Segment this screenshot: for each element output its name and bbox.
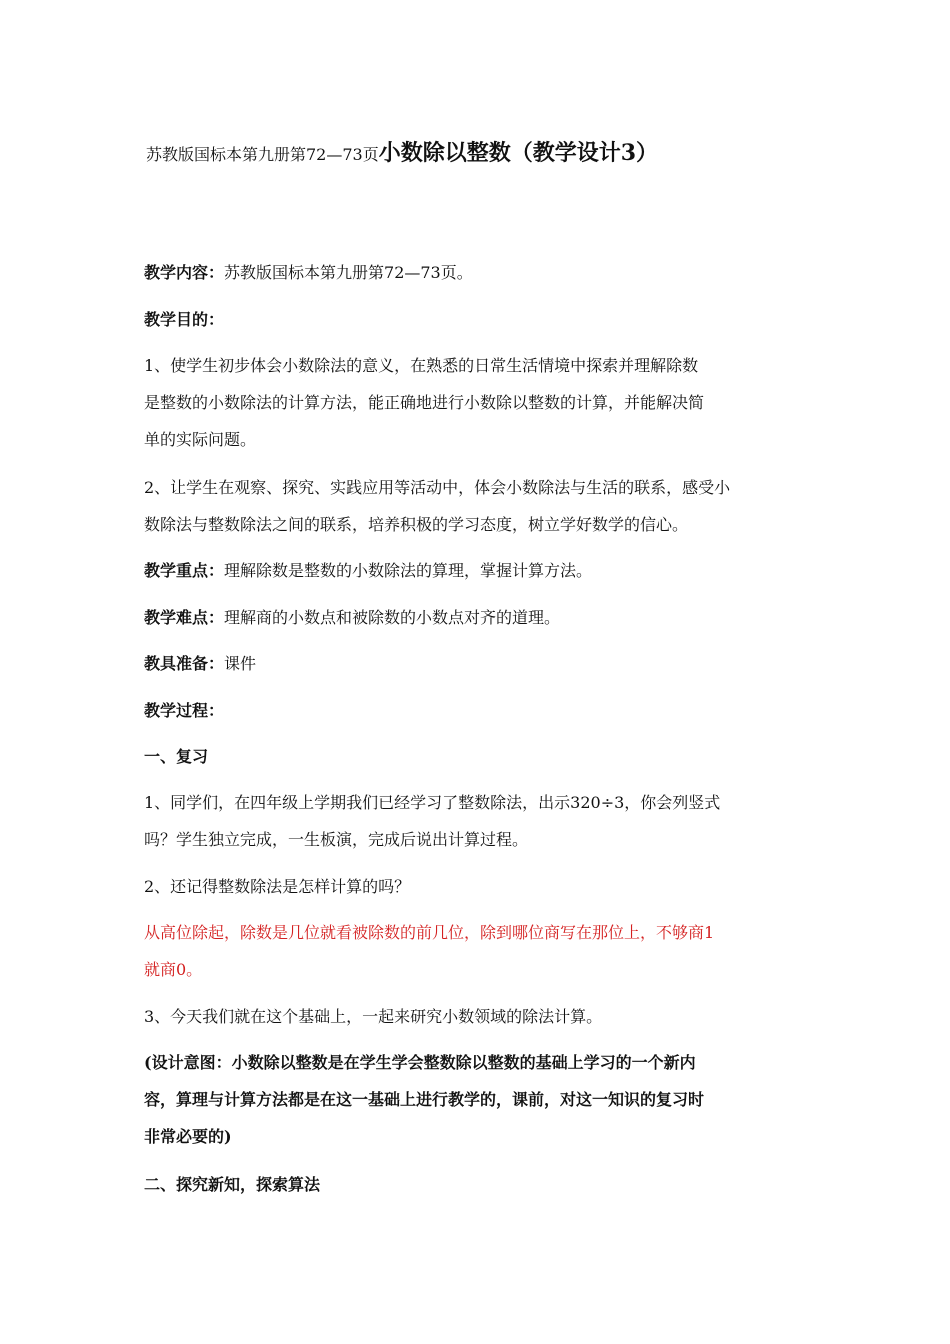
red-answer-line-2: 就商0。 bbox=[144, 960, 203, 979]
goals-heading: 教学目的： bbox=[144, 310, 225, 329]
goal-1-line-1: 1、使学生初步体会小数除法的意义，在熟悉的日常生活情境中探索并理解除数 bbox=[144, 356, 699, 375]
design-intent-line-3: 非常必要的) bbox=[144, 1127, 232, 1146]
goal-2-line-2: 数除法与整数除法之间的联系，培养积极的学习态度，树立学好数学的信心。 bbox=[144, 515, 689, 534]
review-1-line-1: 1、同学们，在四年级上学期我们已经学习了整数除法，出示320÷3，你会列竖式 bbox=[144, 793, 721, 812]
key-point-label: 教学重点： bbox=[144, 561, 225, 580]
teaching-content-text: 苏教版国标本第九册第72—73页。 bbox=[224, 263, 473, 282]
review-3: 3、今天我们就在这个基础上，一起来研究小数领域的除法计算。 bbox=[144, 1007, 603, 1026]
design-intent bbox=[144, 1044, 809, 1155]
key-point-text: 理解除数是整数的小数除法的算理，掌握计算方法。 bbox=[224, 561, 593, 580]
materials-label: 教具准备： bbox=[144, 654, 225, 673]
red-answer bbox=[144, 914, 809, 988]
goal-1-line-2: 是整数的小数除法的计算方法，能正确地进行小数除以整数的计算，并能解决简 bbox=[144, 393, 705, 412]
teaching-content bbox=[144, 254, 809, 291]
section-1-heading: 一、复习 bbox=[144, 747, 209, 766]
difficulty-label: 教学难点： bbox=[144, 608, 225, 627]
goal-2-line-1: 2、让学生在观察、探究、实践应用等活动中，体会小数除法与生活的联系，感受小 bbox=[144, 478, 731, 497]
process-heading: 教学过程： bbox=[144, 701, 225, 720]
design-intent-line-2: 容，算理与计算方法都是在这一基础上进行教学的，课前，对这一知识的复习时 bbox=[144, 1090, 705, 1109]
title-main: 小数除以整数（教学设计3） bbox=[378, 140, 659, 166]
key-point bbox=[144, 552, 809, 589]
design-intent-line-1: (设计意图：小数除以整数是在学生学会整数除以整数的基础上学习的一个新内 bbox=[144, 1053, 696, 1072]
goal-1 bbox=[144, 347, 809, 458]
difficulty bbox=[144, 599, 809, 636]
red-answer-line-1: 从高位除起，除数是几位就看被除数的前几位，除到哪位商写在那位上，不够商1 bbox=[144, 923, 715, 942]
materials bbox=[144, 645, 809, 682]
goal-2 bbox=[144, 469, 809, 543]
goal-1-line-3: 单的实际问题。 bbox=[144, 430, 257, 449]
review-1 bbox=[144, 784, 809, 858]
document-title bbox=[146, 136, 846, 167]
review-2: 2、还记得整数除法是怎样计算的吗？ bbox=[144, 877, 411, 896]
teaching-content-label: 教学内容： bbox=[144, 263, 225, 282]
review-1-line-2: 吗？学生独立完成，一生板演，完成后说出计算过程。 bbox=[144, 830, 529, 849]
materials-text: 课件 bbox=[224, 654, 257, 673]
difficulty-text: 理解商的小数点和被除数的小数点对齐的道理。 bbox=[224, 608, 561, 627]
title-prefix: 苏教版国标本第九册第72—73页 bbox=[146, 145, 379, 164]
section-2-heading: 二、探究新知，探索算法 bbox=[144, 1175, 321, 1194]
